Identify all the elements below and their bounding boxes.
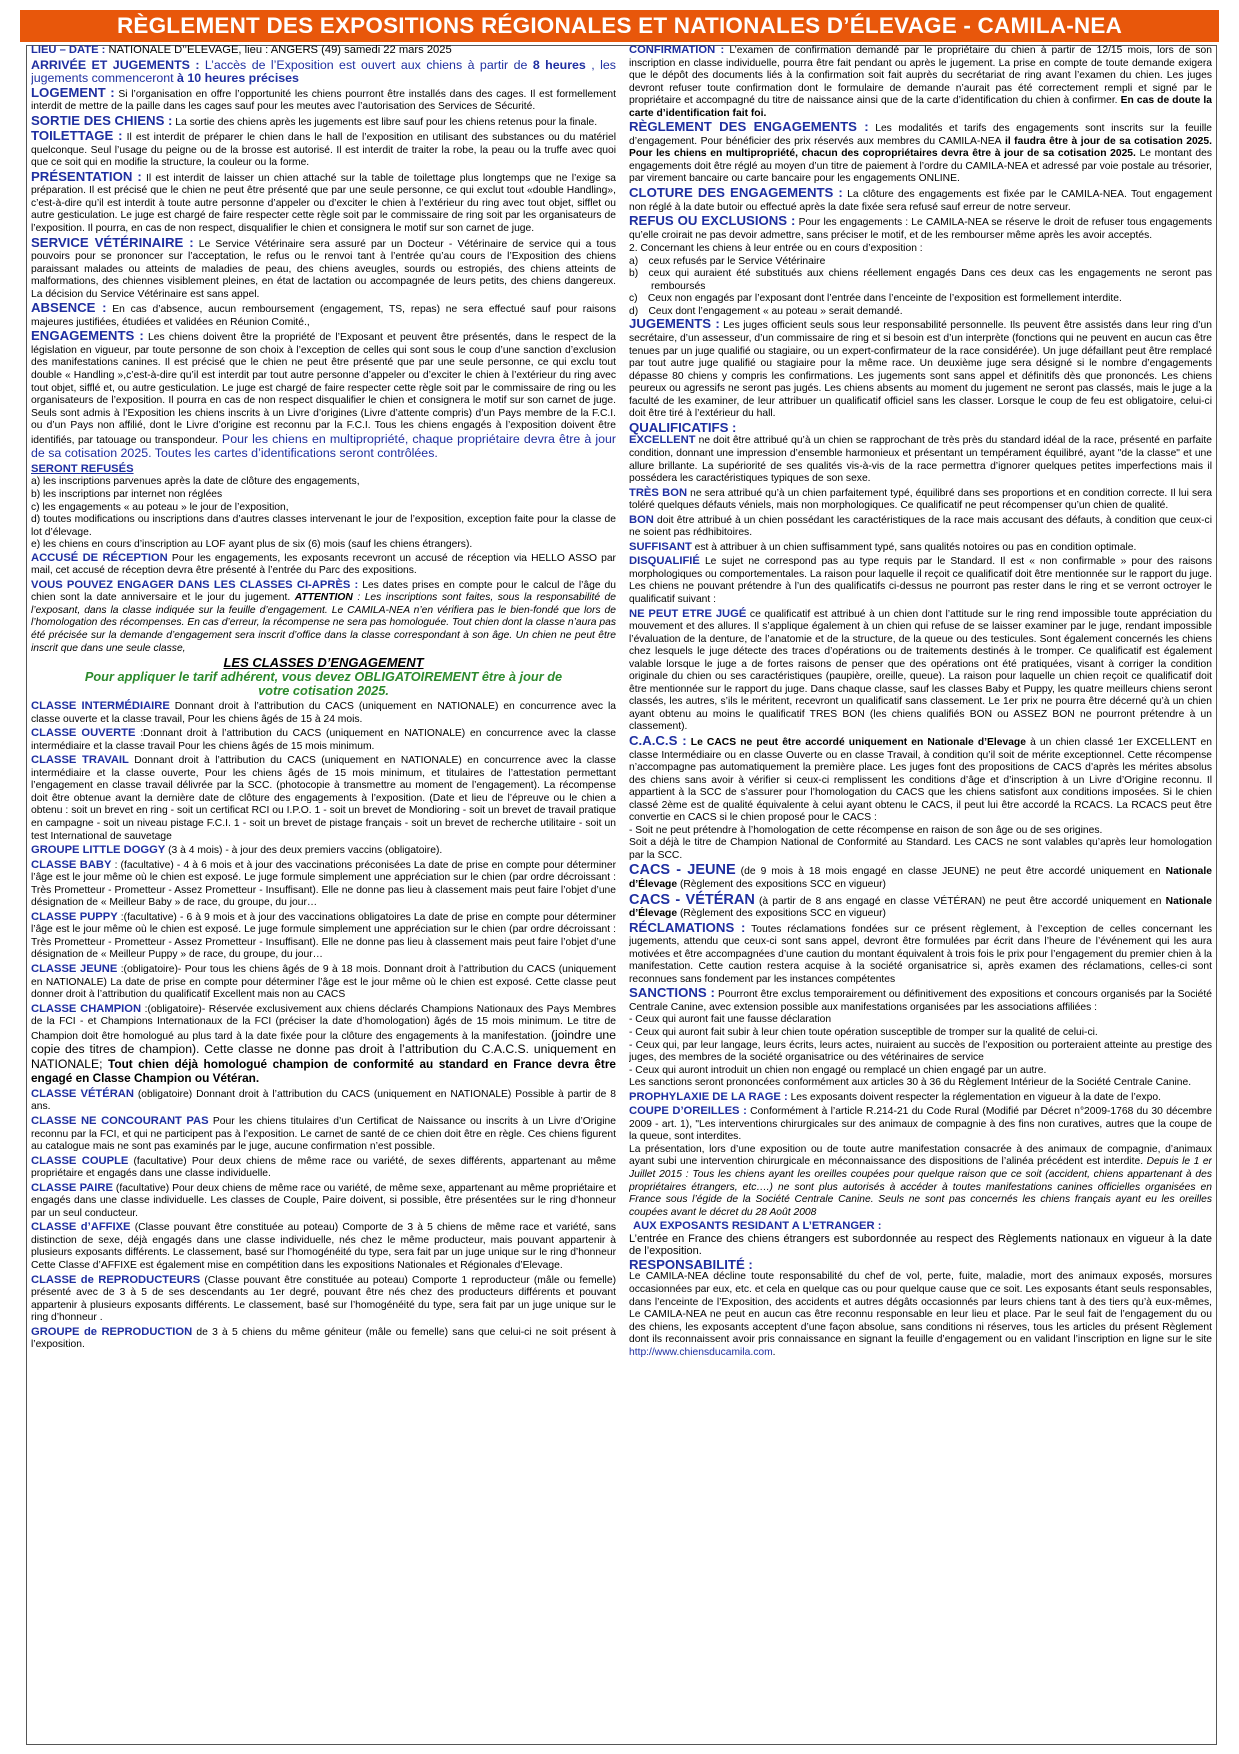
classe-jeune: CLASSE JEUNE :(obligatoire)- Pour tous les chiens âgés de 9 à 18 mois. Donnant droit à l’attribution du CACS (uniquement en NATIONALE) La date de prise en compte pour déterminer l’âge est le jour même où le chien est exposé. Cette classe peut donner droit à l’attribution du qualificatif Excellent mais non au CACS (31, 963, 616, 1001)
section-sanctions: SANCTIONS : Pourront être exclus temporairement ou définitivement des expositions et concours organisés par la Société Centrale Canine, avec extension possible aux manifestations organisées par les associations affiliées : (629, 985, 1212, 1013)
classes-title: LES CLASSES D’ENGAGEMENT (223, 655, 424, 671)
refus-list (629, 256, 1212, 319)
classe-veteran: CLASSE VÉTÉRAN (obligatoire) Donnant droit à l’attribution du CACS (uniquement en NATIONALE) Possible à partir de 8 ans. (31, 1087, 616, 1113)
section-toilettage: TOILETTAGE : Il est interdit de préparer le chien dans le hall de l’exposition en utilisant des substances ou du matériel quelconque. Seul l’usage du peigne ou de la brosse est autorisé. Il est interdit de traiter la robe, la peau ou la truffe avec quoi que ce soit qui en modifie la structure, la couleur ou la forme. (31, 128, 616, 169)
qualif-excellent: EXCELLENT ne doit être attribué qu’à un chien se rapprochant de très près du standard idéal de la race, présenté en parfaite condition, donnant une impression d’ensemble harmonieux et présentant un tempérament équilibré, ayant "de la classe" et une allure brillante. La supériorité de ses qualités vis-à-vis de la race permettra d’ignorer quelques petites imperfections mais il possédera les caractéristiques typiques de son sexe. (629, 434, 1212, 485)
page-title: RÈGLEMENT DES EXPOSITIONS RÉGIONALES ET NATIONALES D’ÉLEVAGE - CAMILA-NEA (20, 10, 1219, 42)
section-vous-pouvez: VOUS POUVEZ ENGAGER DANS LES CLASSES CI-APRÈS : Les dates prises en compte pour le calcul de l’âge du chien sont la date anniversaire et le jour du jugement. ATTENTION : Les inscriptions sont faites, sous la responsabilité de l’exposant, dans la classe indiquée sur la feuille d’engagement. Le CAMILA-NEA n’en vérifiera pas le bien-fondé que lors de l’homologation des récompenses. En cas d’erreur, la récompense ne sera pas homologuée. Tout chien dont la classe n’aura pas été précisée sur la demande d’engagement sera inscrit d’office dans la classe correspondant à son âge. Un chien ne peut être inscrit que dans une seule classe, (31, 578, 616, 654)
section-cacs-jeune: CACS - JEUNE (de 9 mois à 18 mois engagé en classe JEUNE) ne peut être accordé uniquement en Nationale d’Élevage (Règlement des expositions SCC en vigueur) (629, 862, 1212, 890)
refus-concernant: 2. Concernant les chiens à leur entrée ou en cours d’exposition : (629, 243, 923, 255)
classe-intermediaire: CLASSE INTERMÉDIAIRE Donnant droit à l’attribution du CACS (uniquement en NATIONALE) en concurrence avec la classe ouverte et la classe travail, Pour les chiens âgés de 15 à 24 mois. (31, 700, 616, 725)
groupe-reproduction: GROUPE de REPRODUCTION de 3 à 5 chiens du même géniteur (mâle ou femelle) sans que celui-ci ne soit présent à l’exposition. (31, 1325, 616, 1351)
section-cacs: C.A.C.S : Le CACS ne peut être accordé uniquement en Nationale d’Elevage à un chien classé 1er EXCELLENT en classe Intermédiaire ou en classe Ouverte ou en classe Travail, à condition qu’il soit de mérite exceptionnel. Cette récompense n’accompagne pas automatiquement la première place. Les juges font des propositions de CACS d’après les mérites absolus des chiens sans avoir à vérifier si ceux-ci remplissent les conditions d’âge et d’inscription à un Livre d’Origine reconnu. Il appartient à la SCC de s’assurer pour l’homologation du CACS que les chiens satisfont aux conditions imposées. Si le chien classé 2ème est de qualité équivalente à celui ayant obtenu le CACS, il peut lui être accordé la RCACS. La RCACS peut être convertie en CACS si le chien proposé pour le CACS : (629, 732, 1212, 824)
section-logement: LOGEMENT : Si l’organisation en offre l’opportunité les chiens pourront être installés dans des cages. Il est formellement interdit de mettre de la paille dans les cages sauf pour les meutes avec l’autorisation des Services de Sécurité. (31, 84, 616, 113)
refuses-list (31, 476, 616, 551)
left-column (31, 44, 616, 1746)
responsabilite-heading: RESPONSABILITÉ : (629, 1256, 753, 1272)
list-item: - Ceux qui auront fait subir à leur chien toute opération susceptible de tromper sur la qualité de celui-ci. (629, 1027, 1098, 1039)
classe-ouverte: CLASSE OUVERTE :Donnant droit à l’attribution du CACS (uniquement en NATIONALE) en concurrence avec la classe intermédiaire et la classe travail Pour les chiens âgés de 15 mois minimum. (31, 727, 616, 752)
sanctions-end: Les sanctions seront prononcées conformément aux articles 30 à 36 du Règlement Intérieur de la Société Centrale Canine. (629, 1077, 1192, 1089)
list-item: c) Ceux non engagés par l’exposant dont l’entrée dans l’enceinte de l’exposition est formellement interdite. (629, 293, 1122, 305)
classe-champion: CLASSE CHAMPION :(obligatoire)- Réservée exclusivement aux chiens déclarés Champions Nationaux des Pays Membres de la FCI - et Champions Internationaux de la FCI (préciser la date d’homologation) âgés de 15 mois minimum. Le titre de Champion doit être homologué au plus tard à la date fixée pour la clôture des engagements à la manifestation. (joindre une copie des titres de champion). Cette classe ne donne pas droit à l’attribution du C.A.C.S. uniquement en NATIONALE; Tout chien déjà homologué champion de conformité au standard en France devra être engagé en Classe Champion ou Vétéran. (31, 1002, 616, 1086)
classe-puppy: CLASSE PUPPY :(facultative) - 6 à 9 mois et à jour des vaccinations obligatoires La date de prise en compte pour déterminer l’âge est le jour même où le chien est exposé. Le juge formule simplement une appréciation sur le chien (par ordre décroissant : Très Prometteur - Prometteur - Assez Prometteur - Insuffisant). Elle ne donne pas lieu à classement mais peut faire l’objet d’une désignation de « Meilleur Puppy » de race, du groupe, du jour… (31, 910, 616, 961)
section-reclamations: RÉCLAMATIONS : Toutes réclamations fondées sur ce présent règlement, à l’exception de celles concernant les jugements, attendu que ceux-ci sont sans appel, devront être formulées par écrit dans l’heure de l’événement qui les aura motivées et être accompagnées d’une caution du montant équivalent à trois fois le prix pour l’engagement du premier chien à la manifestation. Cette caution restera acquise à la société organisatrice si, après examen des réclamations, celles-ci sont reconnues sans fondement par les instances compétentes (629, 919, 1212, 985)
list-item: b) les inscriptions par internet non réglées (31, 488, 223, 500)
section-arrivee: ARRIVÉE ET JUGEMENTS : L’accès de l’Exposition est ouvert aux chiens à partir de 8 heures , les jugements commenceront à 10 heures précises (31, 57, 616, 86)
etranger-text: L’entrée en France des chiens étrangers est subordonnée au respect des Règlements nationaux en vigueur à la date de l’exposition. (629, 1232, 1212, 1258)
etranger-heading: AUX EXPOSANTS RESIDANT A L’ETRANGER : (633, 1220, 882, 1233)
section-prophylaxie: PROPHYLAXIE DE LA RAGE : Les exposants doivent respecter la réglementation en vigueur à la date de l’expo. (629, 1090, 1161, 1103)
list-item: a) les inscriptions parvenues après la date de clôture des engagements, (31, 476, 360, 488)
section-refus: REFUS OU EXCLUSIONS : Pour les engagements : Le CAMILA-NEA se réserve le droit de refuser tous engagements qu’elle croirait ne pas devoir admettre, sans préciser le motif, et de les rembourser même après les avoir acceptés. (629, 213, 1212, 241)
qualificatifs-heading: QUALIFICATIFS : (629, 419, 737, 435)
section-refuses: SERONT REFUSÉS (31, 462, 134, 475)
section-engagements: ENGAGEMENTS : Les chiens doivent être la propriété de l’Exposant et peuvent être présentés, dans le respect de la législation en vigueur, par toute personne de son choix à l’exception de celles qui sont sous le coup d’une sanction d’exclusion des manifestations canines. Il est précisé que le chien ne peut être présenté que par une seule personne, ce qui exclu tout double « Handling »,c’est-à-dire qu’il est interdit par tout autre personne d’appeler ou d’exciter le chien à l’extérieur du ring avec tout objet, sifflé et, ou autre gesticulation. Le juge est chargé de faire respecter cette règle soit par le commissaire de ring ou les organisateurs de l’exposition. Il pourra en cas de non respect disqualifier le chien et consignera le motif sur son carnet de juge. Seuls sont admis à l’Exposition les chiens inscrits à un Livre d’origines (Livre d’attente compris) d’un Pays membre de la F.C.I. ou d’un Pays non affilié, dont le Livre d’origine est reconnu par la F.C.I. Tous les chiens engagés à l’exposition doivent être identifiés, par tatouage ou transpondeur. Pour les chiens en multipropriété, chaque propriétaire devra être à jour de sa cotisation 2025. Toutes les cartes d’identifications seront contrôlées. (31, 328, 616, 461)
section-absence: ABSENCE : En cas d’absence, aucun remboursement (engagement, TS, repas) ne sera effectué sauf pour raisons majeures justifiées, étudiées et validées en Réunion Comité., (31, 300, 616, 328)
section-reglement: RÈGLEMENT DES ENGAGEMENTS : Les modalités et tarifs des engagements sont inscrits sur la feuille d’engagement. Pour bénéficier des prix réservés aux membres du CAMILA-NEA il faudra être à jour de sa cotisation 2025. Pour les chiens en multipropriété, chacun des copropriétaires devra être à jour de sa cotisation 2025. Le montant des engagements doit être réglé au moyen d’un titre de paiement à l’ordre du CAMILA-NEA et adressé par voie postale au trésorier, par virement bancaire ou carte bancaire pour les engagements ONLINE. (629, 119, 1212, 185)
list-item: a) ceux refusés par le Service Vétérinaire (629, 255, 826, 267)
classe-affixe: CLASSE d’AFFIXE (Classe pouvant être constituée au poteau) Comporte de 3 à 5 chiens de même race et variété, sans distinction de sexe, déjà engagés dans une classe individuelle, nés chez le même producteur, mais pouvant appartenir à plusieurs exposants différents. Le classement, basé sur l’homogénéité du type, sera fait par un juge unique sur le ring d’honneur Cette Classe d’AFFIXE est également mise en compétition dans les expositions Nationales et Régionales d’Elevage. (31, 1221, 616, 1272)
section-sortie: SORTIE DES CHIENS : La sortie des chiens après les jugements est libre sauf pour les chiens retenus pour la finale. (31, 112, 598, 128)
list-item: e) les chiens en cours d’inscription au LOF ayant plus de six (6) mois (sauf les chiens étrangers). (31, 539, 473, 551)
coupe-oreilles-details: La présentation, lors d’une exposition ou de toute autre manifestation consacrée à des animaux de compagnie, d’animaux ayant subi une intervention chirurgicale en méconnaissance des dispositions de l’alinéa précédent est interdite. Depuis le 1 er Juillet 2015 : Tous les chiens ayant les oreilles coupées pour quelque raison que ce soit (accident, chiens appartenant à des propriétaires étrangers, etc….) ne sont plus autorisés à accéder à toutes manifestations canines officielles organisées en France sous l’égide de la Société Centrale Canine. Seuls ne sont pas concernés les chiens français ayant eu les oreilles coupées avant le décret du 28 Août 2008 (629, 1143, 1212, 1218)
adherent-notice: Pour appliquer le tarif adhérent, vous devez OBLIGATOIREMENT être à jour de votre cotisation 2025. (84, 669, 563, 699)
classe-baby: CLASSE BABY : (facultative) - 4 à 6 mois et à jour des vaccinations préconisées La date de prise en compte pour déterminer l’âge est le jour même où le chien est exposé. Le juge formule simplement une appréciation sur le chien (par ordre décroissant : Très Prometteur - Prometteur - Assez Prometteur - Insuffisant). Elle ne donne pas lieu à classement mais peut faire l’objet d’une désignation de « Meilleur Baby » de race, du groupe, du jour… (31, 858, 616, 909)
section-jugements: JUGEMENTS : Les juges officient seuls sous leur responsabilité personnelle. Ils peuvent être assistés dans leur ring d’un secrétaire, d’un assesseur, d’un commissaire de ring et si besoin est d’un interprète (fonctions qui ne peuvent en aucun cas être tenues par un juge qualifié ou stagiaire, ou un expert-confirmateur de la race considérée). Un juge défaillant peut être remplacé par tout autre juge qualifié ou stagiaire pour la même race. Un deuxième juge sera désigné si le nombre d’engagements dépasse 80 chiens y compris les confirmations. Les jugements sont sans appel et définitifs dès que prononcés. Les chiens peureux ou agressifs ne seront pas jugés. Les chiens absents au moment du jugement ne seront pas classés, mais le juge a la faculté de les examiner, de leur attribuer un qualificatif officiel sans les classer. Lorsque le coup de feu est obligatoire, celui-ci doit être tiré à l’extérieur du hall. (629, 316, 1212, 420)
qualif-bon: BON doit être attribué à un chien possédant les caractéristiques de la race mais accusant des défauts, à condition que ceux-ci ne soient pas rédhibitoires. (629, 513, 1212, 539)
section-accuse: ACCUSÉ DE RÉCEPTION Pour les engagements, les exposants recevront un accusé de réception via HELLO ASSO par mail, cet accusé de réception devra être présenté à l’entrée du Parc des expositions. (31, 551, 616, 577)
section-lieu: LIEU – DATE : NATIONALE D’’ELEVAGE, lieu : ANGERS (49) samedi 22 mars 2025 (31, 44, 452, 56)
list-item: - Ceux qui auront introduit un chien non engagé ou remplacé un chien engagé par un autre. (629, 1064, 1047, 1076)
section-coupe-oreilles: COUPE D’OREILLES : Conformément à l’article R.214-21 du Code Rural (Modifié par Décret n°2009-1768 du 30 décembre 2009 - art. 1), "Les interventions chirurgicales sur des animaux de compagnie à des fins non curatives, autres que la coupe de la queue, sont interdites. (629, 1105, 1212, 1143)
right-column (629, 44, 1212, 1746)
classe-paire: CLASSE PAIRE (facultative) Pour deux chiens de même race ou variété, de même sexe, appartenant au même propriétaire et engagés dans une classe individuelle. Les classes de Couple, Paire doivent, si possible, être présentées sur le ring d’honneur par un seul conducteur. (31, 1181, 616, 1219)
sanctions-list (629, 1014, 1212, 1077)
qualif-ne-peut-etre-juge: NE PEUT ETRE JUGÉ ce qualificatif est attribué à un chien dont l’attitude sur le ring rend impossible toute appréciation du mouvement et des allures. Il s’applique également à un chien qui refuse de se laisser examiner par le juge, rendant impossible l’évaluation de la denture, de l’anatomie et de la structure, de la queue ou des testicules. Sont également concernés les chiens chez lesquels le juge détecte des traces d’opérations ou de traitements destinés à le tromper. Ce qualificatif est également valable lorsque le juge a de fortes raisons de penser que des opérations ont été pratiquées, visant à corriger la condition originale du chien ou ses caractéristiques (paupière, oreille, queue). La raison pour laquelle un chien reçoit ce qualificatif doit être mentionnée sur le rapport du juge. Dans chaque classe, sauf les classes Baby et Puppy, les quatre meilleurs chiens seront classés, les autres, s’ils le méritent, recevront un qualificatif sans classement. Le 1er prix ne pourra être décerné qu’à un chien ayant obtenu au moins le qualificatif TRES BON (les chiens qualifiés BON ou ASSEZ BON ne pourront prétendre à un classement). (629, 607, 1212, 733)
cacs-line-2: Soit a déjà le titre de Champion National de Conformité au Standard. Les CACS ne sont valables qu’après leur homologation par la SCC. (629, 837, 1212, 861)
section-responsabilite: Le CAMILA-NEA décline toute responsabilité du chef de vol, perte, fuite, maladie, mort des animaux exposés, morsures occasionnées par eux, etc. et cela en quelque cas ou pour quelque cause que ce soit. Les exposants étant seuls responsables, dans l’enceinte de l’Exposition, des accidents et autres dégâts occasionnés par leurs chiens tant à des tiers qu’à eux-mêmes, Le CAMILA-NEA ne peut en aucun cas être reconnu responsable en leur lieu et place. Par le seul fait de l’engagement du ou des chiens, les exposants acceptent d’une façon absolue, sans conditions ni réserves, tous les articles du présent Règlement dont ils reconnaissent avoir pris connaissance en signant la feuille d’engagement ou en validant l’inscription en ligne sur le site http://www.chiensducamila.com. (629, 1271, 1212, 1358)
list-item: d) Ceux dont l’engagement « au poteau » serait demandé. (629, 305, 903, 317)
list-item: b) ceux qui auraient été substitués aux chiens réellement engagés Dans ces deux cas les engagements ne seront pas remboursés (629, 268, 1212, 292)
classe-travail: CLASSE TRAVAIL Donnant droit à l’attribution du CACS (uniquement en NATIONALE) en concurrence avec la classe intermédiaire et la classe ouverte, Pour les chiens âgés de 15 mois minimum, et titulaires de l’attestation permettant l’engagement en classe travail délivrée par la SCC. (photocopie à transmettre au moment de l’engagement). La récompense doit être obtenue avant la dernière date de clôture des engagements à l’exposition. (Date et lieu de l’épreuve ou le chien a obtenu : soit un brevet en ring - soit un certificat RCI ou I.P.O. 1 - soit un brevet de Mondioring - soit un brevet de travail pratique en campagne - soit un niveau pistage F.C.I. 1 - soit un brevet de pistage français - soit un brevet de recherche utilitaire - soit un test International de sauvetage (31, 754, 616, 842)
qualif-tres-bon: TRÈS BON ne sera attribué qu’à un chien parfaitement typé, équilibré dans ses proportions et en condition correcte. Il lui sera toléré quelques défauts véniels, mais non morphologiques. Ce qualificatif ne peut récompenser qu’un chien de qualité. (629, 486, 1212, 512)
section-veterinaire: SERVICE VÉTÉRINAIRE : Le Service Vétérinaire sera assuré par un Docteur - Vétérinaire de service qui a tous pouvoirs pour se prononcer sur l’acceptation, le refus ou le renvoi tant à l’entrée qu’au cours de l’Exposition des chiens paraissant malades ou atteints de maladies de peau, des chiens aveugles, sourds ou estropiés, des chiens atteints de malformations, des chiennes visiblement pleines, en état de lactation ou accompagnée de leurs petits, des chiens dangereux. La décision du Service Vétérinaire est sans appel. (31, 234, 616, 300)
cacs-line-1: - Soit ne peut prétendre à l’homologation de cette récompense en raison de son âge ou de ses origines. (629, 824, 1103, 836)
classe-ne-concourant-pas: CLASSE NE CONCOURANT PAS Pour les chiens titulaires d’un Certificat de Naissance ou inscrits à un Livre d’Origine reconnu par la FCI, et qui ne participent pas à l’exposition. Le carnet de santé de ce chien doit être en règle. Ces chiens figurent au catalogue mais ne sont pas examinés par le juge, aucune confirmation n’est possible. (31, 1115, 616, 1153)
section-cloture: CLOTURE DES ENGAGEMENTS : La clôture des engagements est fixée par le CAMILA-NEA. Tout engagement non réglé à la date butoir ou effectué après la date fixée sera refusé sauf erreur de notre serveur. (629, 185, 1212, 213)
list-item: c) les engagements « au poteau » le jour de l’exposition, (31, 501, 289, 513)
list-item: - Ceux qui auront fait une fausse déclaration (629, 1014, 832, 1026)
groupe-little-doggy: GROUPE LITTLE DOGGY (3 à 4 mois) - à jour des deux premiers vaccins (obligatoire). (31, 844, 443, 857)
section-cacs-veteran: CACS - VÉTÉRAN (à partir de 8 ans engagé en classe VÉTÉRAN) ne peut être accordé uniquement en Nationale d’Élevage (Règlement des expositions SCC en vigueur) (629, 891, 1212, 920)
section-confirmation: CONFIRMATION : L’examen de confirmation demandé par le propriétaire du chien à partir de 12/15 mois, lors de son inscription en classe individuelle, pourra être fait pendant ou après le jugement. La prise en compte de toute demande exigera que le dépôt des documents liés à la confirmation soit fait auprès du secrétariat de ring avant l’examen du chien. Les juges devront refuser toute confirmation dont le formulaire de demande n’aurait pas été correctement rempli et signé par le propriétaire et accompagné du titre de naissance ainsi que de la carte d’identification du chien à confirmer. En cas de doute la carte d’identification fait foi. (629, 44, 1212, 119)
qualif-suffisant: SUFFISANT est à attribuer à un chien suffisamment typé, sans qualités notoires ou pas en condition optimale. (629, 540, 1137, 553)
qualif-disqualifie: DISQUALIFIÉ Le sujet ne correspond pas au type requis par le Standard. Il est « non confirmable » pour des raisons morphologiques ou comportementales. La raison pour laquelle il reçoit ce qualificatif doit être mentionnée sur le rapport du juge. Les chiens ne pouvant prétendre à l’un des qualificatifs ci-dessus ne pourront pas rester dans le ring et se verront octroyer le qualificatif suivant : (629, 555, 1212, 605)
section-presentation: PRÉSENTATION : Il est interdit de laisser un chien attaché sur la table de toilettage plus longtemps que ne l’exige sa préparation. Il est précisé que le chien ne peut être présenté que par une seule personne, ce qui exclut tout «double Handling», c’est-à-dire qu’il est interdit à toute autre personne d’appeler ou d’exciter le chien à l’extérieur du ring avec tout objet, sifflet ou autre gesticulation. Le juge est chargé de faire respecter cette règle soit par le commissaire de ring soit par les organisateurs de l’exposition. Il pourra, en cas de non respect, disqualifier le chien et consignera le motif sur son carnet de juge. (31, 168, 616, 235)
list-item: d) toutes modifications ou inscriptions dans d’autres classes intervenant le jour de l’exposition, exception faite pour la classe de lot d’élevage. (31, 514, 616, 538)
classe-couple: CLASSE COUPLE (facultative) Pour deux chiens de même race ou variété, de sexes différents, appartenant au même propriétaire et engagés dans une classe individuelle. (31, 1154, 616, 1180)
list-item: - Ceux qui, par leur langage, leurs écrits, leurs actes, nuiraient au succès de l’exposition ou porteraient atteinte au prestige des juges, des membres de la société organisatrice ou des vétérinaires de service (629, 1039, 1212, 1064)
classe-reproducteurs: CLASSE de REPRODUCTEURS (Classe pouvant être constituée au poteau) Comporte 1 reproducteur (mâle ou femelle) présenté avec de 3 à 5 de ses descendants au 1er degré, pouvant être nés chez des producteurs différents et pouvant appartenir à plusieurs exposants différents. Le classement, basé sur l’homogénéité du type, sera fait par un juge unique sur le ring d’honneur . (31, 1273, 616, 1324)
website-link[interactable]: http://www.chiensducamila.com (629, 1346, 773, 1358)
